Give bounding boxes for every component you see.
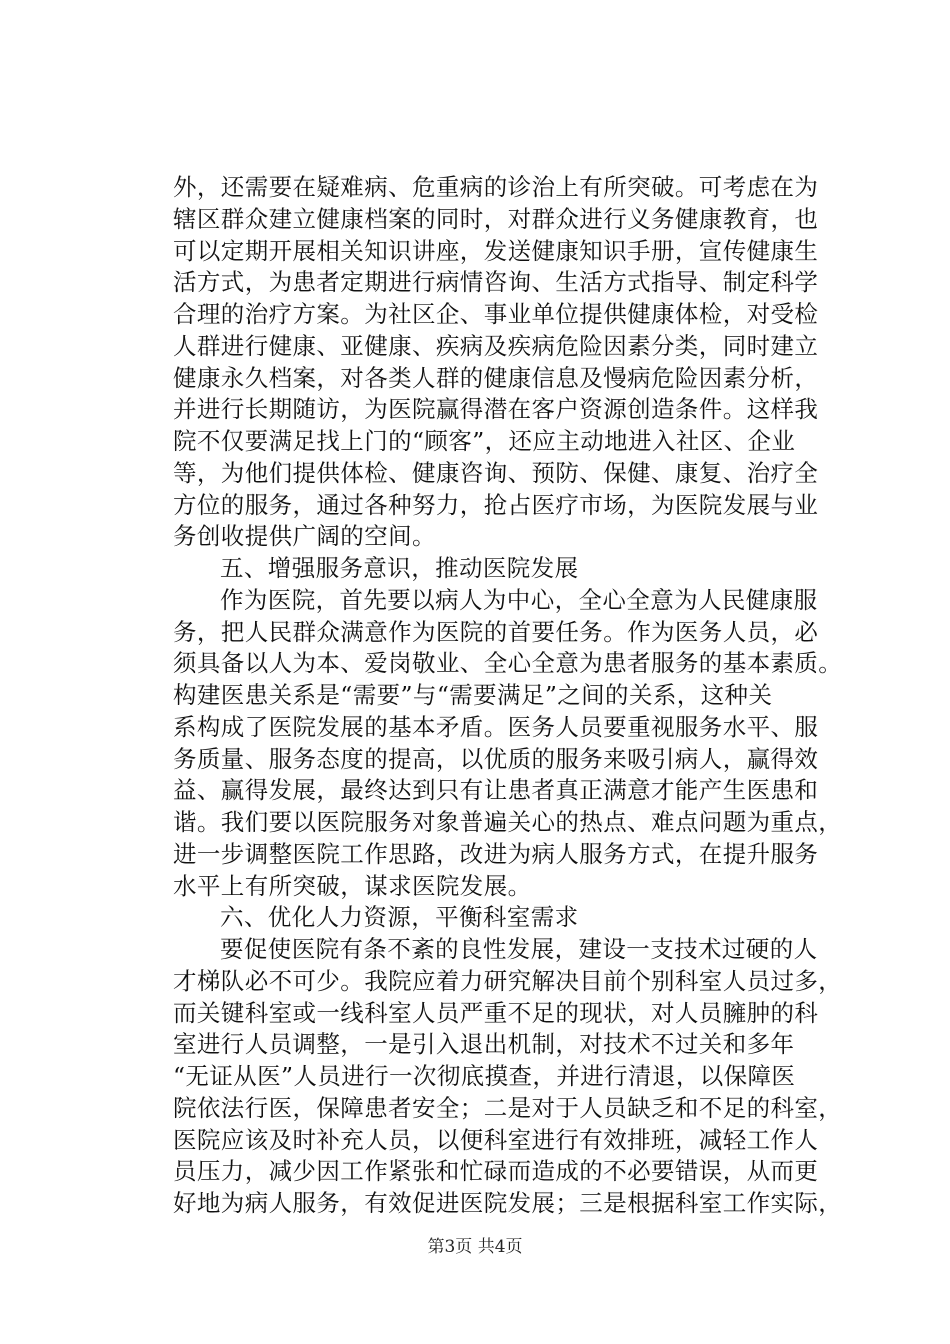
- body-line: 水平上有所突破，谋求医院发展。: [173, 871, 532, 900]
- page-number-footer: 第3页 共4页: [427, 1237, 523, 1257]
- body-line: 院不仅要满足找上门的“顾客”，还应主动地进入社区、企业: [173, 427, 796, 455]
- section-heading: 五、增强服务意识，推动医院发展: [220, 554, 579, 582]
- body-line: 辖区群众建立健康档案的同时，对群众进行义务健康教育，也: [173, 204, 819, 233]
- body-line: 可以定期开展相关知识讲座，发送健康知识手册，宣传健康生: [173, 236, 819, 265]
- body-line: 务质量、服务态度的提高，以优质的服务来吸引病人，赢得效: [173, 744, 819, 773]
- body-line: 等，为他们提供体检、健康咨询、预防、保健、康复、治疗全: [173, 458, 819, 487]
- body-line: 而关键科室或一线科室人员严重不足的现状，对人员臃肿的科: [173, 998, 819, 1027]
- body-line: 活方式，为患者定期进行病情咨询、生活方式指导、制定科学: [173, 268, 819, 297]
- body-line: 人群进行健康、亚健康、疾病及疾病危险因素分类，同时建立: [173, 331, 819, 360]
- paragraph-first-line: 要促使医院有条不紊的良性发展，建设一支技术过硬的人: [220, 935, 818, 963]
- body-line: 院依法行医，保障患者安全；二是对于人员缺乏和不足的科室，: [173, 1093, 843, 1122]
- body-line: 好地为病人服务，有效促进医院发展；三是根据科室工作实际，: [173, 1189, 843, 1217]
- body-line: 务，把人民群众满意作为医院的首要任务。作为医务人员，必: [173, 617, 819, 646]
- body-line: 医院应该及时补充人员，以便科室进行有效排班，减轻工作人: [173, 1125, 819, 1154]
- body-line: 进一步调整医院工作思路，改进为病人服务方式，在提升服务: [173, 839, 819, 868]
- body-line: 合理的治疗方案。为社区企、事业单位提供健康体检，对受检: [173, 300, 819, 328]
- body-line: 系构成了医院发展的基本矛盾。医务人员要重视服务水平、服: [173, 712, 819, 741]
- body-line: 务创收提供广阔的空间。: [173, 522, 436, 551]
- body-line: 并进行长期随访，为医院赢得潜在客户资源创造条件。这样我: [173, 395, 819, 424]
- body-line: 外，还需要在疑难病、危重病的诊治上有所突破。可考虑在为: [173, 173, 819, 201]
- section-heading: 六、优化人力资源，平衡科室需求: [220, 903, 579, 932]
- body-line: “无证从医”人员进行一次彻底摸查，并进行清退，以保障医: [173, 1062, 796, 1090]
- body-line: 健康永久档案，对各类人群的健康信息及慢病危险因素分析，: [173, 363, 819, 392]
- body-line: 须具备以人为本、爱岗敬业、全心全意为患者服务的基本素质。: [173, 649, 843, 678]
- body-line: 才梯队必不可少。我院应着力研究解决目前个别科室人员过多，: [173, 966, 843, 995]
- body-line: 室进行人员调整，一是引入退出机制，对技术不过关和多年: [173, 1030, 795, 1059]
- document-body: [173, 172, 843, 1220]
- body-line: 益、赢得发展，最终达到只有让患者真正满意才能产生医患和: [173, 776, 819, 805]
- body-line: 方位的服务，通过各种努力，抢占医疗市场，为医院发展与业: [173, 490, 819, 519]
- body-line: 构建医患关系是“需要”与“需要满足”之间的关系，这种关: [173, 681, 773, 709]
- body-line: 谐。我们要以医院服务对象普遍关心的热点、难点问题为重点，: [173, 808, 843, 836]
- paragraph-first-line: 作为医院，首先要以病人为中心，全心全意为人民健康服: [220, 585, 818, 614]
- body-line: 员压力，减少因工作紧张和忙碌而造成的不必要错误，从而更: [173, 1157, 819, 1186]
